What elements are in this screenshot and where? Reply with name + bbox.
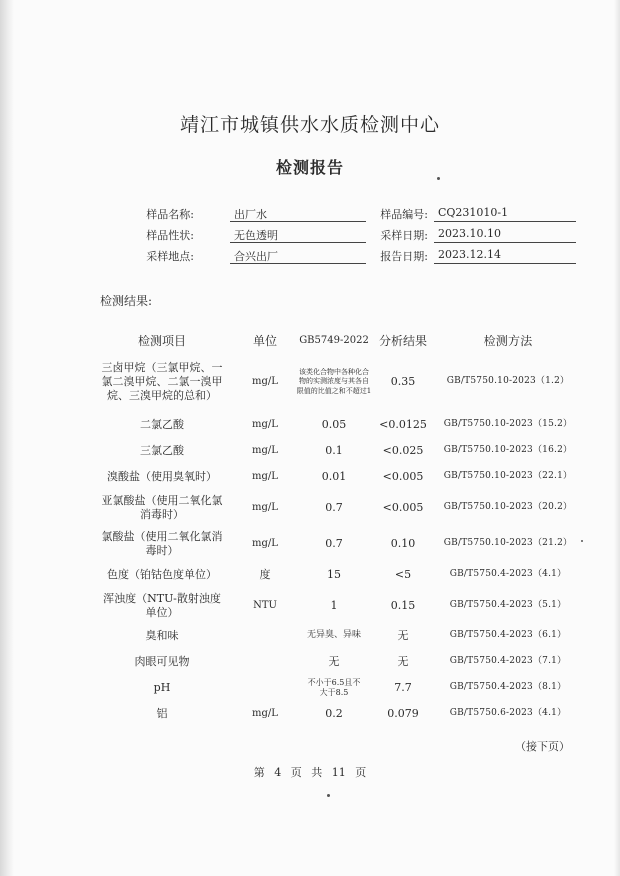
table-row xyxy=(0,492,620,524)
header-item: 检测项目 xyxy=(137,333,186,348)
row-limit: 0.2 xyxy=(325,707,343,721)
footer-mid: 页 共 xyxy=(290,766,323,779)
row-unit: mg/L xyxy=(252,418,278,430)
footer-suffix: 页 xyxy=(355,766,367,779)
sampling-location-label: 采样地点: xyxy=(146,250,194,263)
row-item: pH xyxy=(153,681,171,695)
row-item: 臭和味 xyxy=(145,629,179,643)
row-item: 二氯乙酸 xyxy=(140,418,184,432)
table-row xyxy=(0,416,620,434)
sample-property-value: 无色透明 xyxy=(230,227,366,243)
row-unit: NTU xyxy=(253,599,277,611)
row-item: 三卤甲烷（三氯甲烷、一氯二溴甲烷、二氯一溴甲烷、三溴甲烷的总和） xyxy=(101,361,223,402)
scan-speck xyxy=(327,794,330,797)
row-item: 色度（铂钴色度单位） xyxy=(107,568,217,582)
report-date-value: 2023.12.14 xyxy=(434,248,576,264)
row-result: <5 xyxy=(394,568,412,582)
header-method: 检测方法 xyxy=(483,333,533,348)
info-row-property xyxy=(0,227,620,245)
row-limit: 15 xyxy=(327,568,341,582)
row-unit xyxy=(242,676,288,700)
table-row xyxy=(0,354,620,410)
row-limit: 无异臭、异味 xyxy=(306,630,361,641)
row-method: GB/T5750.10-2023（20.2） xyxy=(443,502,573,513)
table-row xyxy=(0,653,620,671)
row-method: GB/T5750.10-2023（21.2） xyxy=(443,538,573,549)
row-result: <0.025 xyxy=(382,444,424,458)
row-result: <0.005 xyxy=(382,470,424,484)
row-method: GB/T5750.6-2023（4.1） xyxy=(449,708,567,719)
table-row xyxy=(0,627,620,645)
report-date-label: 报告日期: xyxy=(380,250,428,263)
report-title: 靖江市城镇供水水质检测中心 xyxy=(179,114,440,136)
info-row-name xyxy=(0,206,620,224)
row-unit: mg/L xyxy=(252,707,278,719)
sampling-location-value: 合兴出厂 xyxy=(230,248,366,264)
row-item: 亚氯酸盐（使用二氧化氯消毒时） xyxy=(101,494,223,521)
row-method: GB/T5750.4-2023（8.1） xyxy=(449,682,567,693)
table-row xyxy=(0,590,620,622)
row-result: <0.005 xyxy=(382,501,424,515)
report-subtitle: 检测报告 xyxy=(275,158,344,177)
row-limit: 该类化合物中各种化合物的实测浓度与其各自限值的比值之和不超过1 xyxy=(296,368,372,395)
row-limit: 0.7 xyxy=(325,501,343,515)
row-result: 无 xyxy=(397,629,409,643)
row-method: GB/T5750.10-2023（1.2） xyxy=(446,376,570,387)
row-unit: mg/L xyxy=(252,444,278,456)
row-unit xyxy=(242,627,288,645)
sample-name-value: 出厂水 xyxy=(230,206,366,222)
table-row xyxy=(0,528,620,560)
footer-total-pages: 11 xyxy=(331,766,346,779)
row-method: GB/T5750.10-2023（16.2） xyxy=(443,445,573,456)
row-result: <0.0125 xyxy=(379,418,427,432)
row-item: 氯酸盐（使用二氧化氯消毒时） xyxy=(101,530,223,557)
row-unit: mg/L xyxy=(252,470,278,482)
row-limit: 0.01 xyxy=(321,470,347,484)
table-row xyxy=(0,566,620,584)
row-item: 铝 xyxy=(156,707,168,721)
table-row xyxy=(0,676,620,700)
table-row xyxy=(0,442,620,460)
sample-id-value: CQ231010-1 xyxy=(434,206,576,222)
footer-prefix: 第 xyxy=(253,766,265,779)
row-method: GB/T5750.4-2023（4.1） xyxy=(449,569,567,580)
row-limit: 0.7 xyxy=(325,537,343,551)
row-unit: mg/L xyxy=(252,501,278,513)
row-method: GB/T5750.10-2023（22.1） xyxy=(443,471,573,482)
row-method: GB/T5750.4-2023（5.1） xyxy=(449,600,567,611)
row-unit: mg/L xyxy=(252,375,278,387)
header-result: 分析结果 xyxy=(378,333,427,348)
table-header xyxy=(0,333,620,349)
row-item: 肉眼可见物 xyxy=(134,655,190,669)
row-limit: 0.05 xyxy=(321,418,347,432)
sample-name-label: 样品名称: xyxy=(146,208,194,221)
page-footer xyxy=(0,764,620,780)
header-limit: GB5749-2022 xyxy=(299,334,369,346)
row-method: GB/T5750.4-2023（7.1） xyxy=(449,656,567,667)
row-unit: mg/L xyxy=(252,537,278,549)
header-unit: 单位 xyxy=(252,333,277,348)
row-unit xyxy=(242,653,288,671)
row-unit: 度 xyxy=(259,568,271,582)
row-result: 无 xyxy=(397,655,409,669)
row-item: 浑浊度（NTU-散射浊度单位） xyxy=(103,592,221,619)
row-item: 溴酸盐（使用臭氧时） xyxy=(107,470,217,484)
row-result: 0.10 xyxy=(390,537,416,551)
info-row-location xyxy=(0,248,620,266)
row-result: 0.15 xyxy=(390,599,416,613)
results-label: 检测结果: xyxy=(100,294,153,308)
row-limit: 不小于6.5且不大于8.5 xyxy=(307,678,361,697)
table-row xyxy=(0,705,620,723)
footer-page-number: 4 xyxy=(274,766,282,779)
row-result: 0.079 xyxy=(387,707,419,721)
continue-note: （接下页） xyxy=(515,740,570,753)
table-row xyxy=(0,468,620,486)
row-result: 0.35 xyxy=(390,375,416,389)
row-method: GB/T5750.10-2023（15.2） xyxy=(443,419,573,430)
row-limit: 0.1 xyxy=(325,444,343,458)
row-limit: 无 xyxy=(328,655,340,669)
row-method: GB/T5750.4-2023（6.1） xyxy=(449,630,567,641)
sampling-date-value: 2023.10.10 xyxy=(434,227,576,243)
row-item: 三氯乙酸 xyxy=(140,444,184,458)
sampling-date-label: 采样日期: xyxy=(380,229,428,242)
sample-id-label: 样品编号: xyxy=(380,208,428,221)
row-limit: 1 xyxy=(330,599,338,613)
row-result: 7.7 xyxy=(394,681,412,695)
sample-property-label: 样品性状: xyxy=(146,229,194,242)
